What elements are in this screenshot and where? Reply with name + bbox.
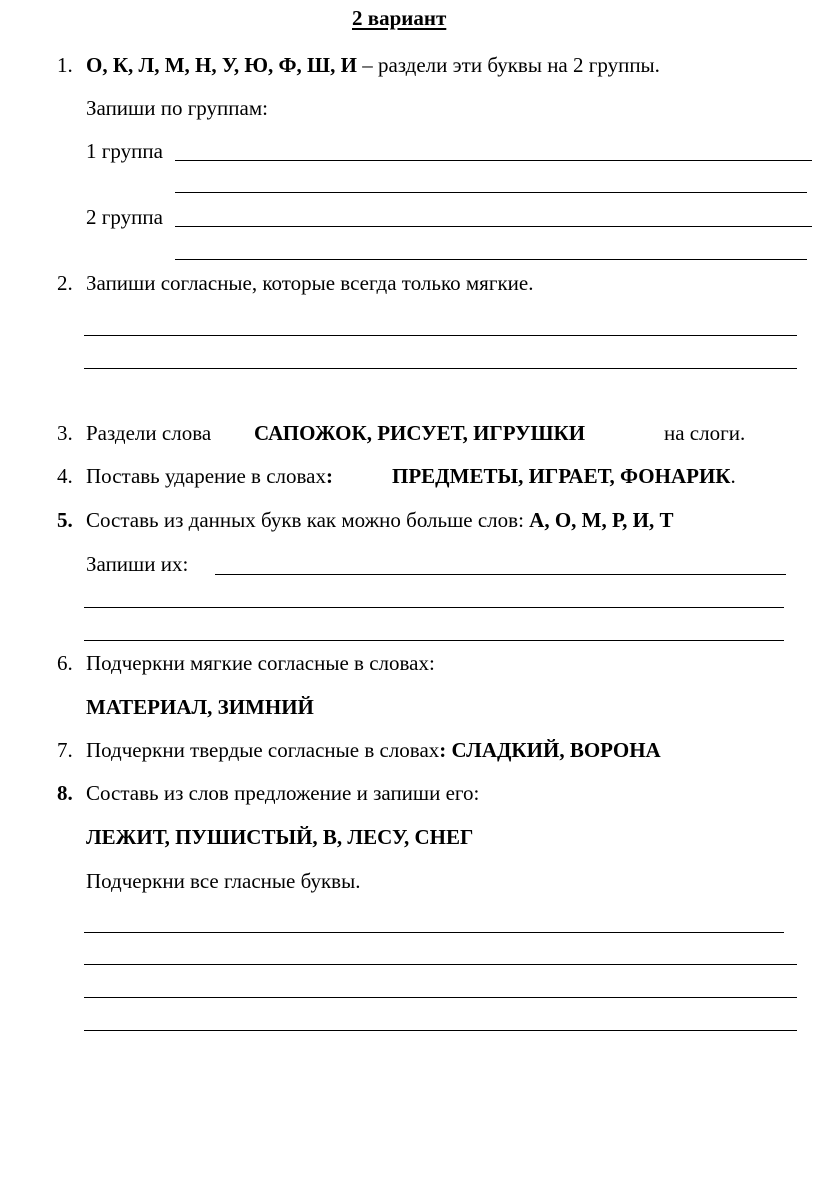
task-1-text (86, 55, 660, 76)
task-2-number: 2. (57, 271, 73, 295)
answer-line[interactable] (84, 640, 784, 641)
task-8-text: Составь из слов предложение и запиши его: (86, 781, 480, 805)
answer-line[interactable] (84, 1030, 797, 1031)
group-1-label: 1 группа (86, 139, 163, 163)
task-4-number: 4. (57, 464, 73, 488)
task-1-letters: О, К, Л, М, Н, У, Ю, Ф, Ш, И (86, 53, 357, 77)
answer-line[interactable] (175, 160, 812, 161)
task-4-post: . (730, 464, 736, 488)
task-5-letters: А, О, М, Р, И, Т (529, 508, 674, 532)
task-8-subtext: Подчеркни все гласные буквы. (86, 869, 361, 893)
task-6-words: МАТЕРИАЛ, ЗИМНИЙ (86, 695, 314, 719)
task-3-words: САПОЖОК, РИСУЕТ, ИГРУШКИ (254, 421, 586, 445)
task-4-pre: Поставь ударение в словах (86, 464, 326, 488)
task-7-text (86, 740, 661, 761)
task-2-text: Запиши согласные, которые всегда только мягкие. (86, 271, 534, 295)
task-8-number: 8. (57, 781, 73, 805)
group-2-label: 2 группа (86, 205, 163, 229)
task-5-text (86, 510, 674, 531)
task-7-words: СЛАДКИЙ, ВОРОНА (446, 738, 661, 762)
task-4-words: ПРЕДМЕТЫ, ИГРАЕТ, ФОНАРИК (392, 464, 731, 488)
task-6-number: 6. (57, 651, 73, 675)
task-1-instruction: – раздели эти буквы на 2 группы. (356, 53, 660, 77)
answer-line[interactable] (84, 335, 797, 336)
task-6-text: Подчеркни мягкие согласные в словах: (86, 651, 435, 675)
answer-line[interactable] (84, 932, 784, 933)
page-title: 2 вариант (352, 6, 447, 30)
task-7-number: 7. (57, 738, 73, 762)
answer-line[interactable] (84, 368, 797, 369)
answer-line[interactable] (215, 574, 786, 575)
task-3-number: 3. (57, 421, 73, 445)
task-4-colon: : (325, 464, 333, 488)
task-1-number: 1. (57, 53, 73, 77)
task-4-text (86, 466, 333, 487)
task-1-subtext: Запиши по группам: (86, 96, 268, 120)
task-7-colon: : (439, 738, 447, 762)
answer-line[interactable] (84, 607, 784, 608)
task-5-pre: Составь из данных букв как можно больше слов: (86, 508, 530, 532)
task-4-words-wrap (392, 466, 736, 487)
answer-line[interactable] (175, 259, 807, 260)
answer-line[interactable] (175, 192, 807, 193)
task-7-pre: Подчеркни твердые согласные в словах (86, 738, 440, 762)
answer-line[interactable] (84, 997, 797, 998)
task-5-subtext: Запиши их: (86, 552, 189, 576)
task-3-post: на слоги. (664, 421, 746, 445)
answer-line[interactable] (175, 226, 812, 227)
answer-line[interactable] (84, 964, 797, 965)
task-3-pre: Раздели слова (86, 421, 212, 445)
task-8-words: ЛЕЖИТ, ПУШИСТЫЙ, В, ЛЕСУ, СНЕГ (86, 825, 474, 849)
task-5-number: 5. (57, 508, 73, 532)
